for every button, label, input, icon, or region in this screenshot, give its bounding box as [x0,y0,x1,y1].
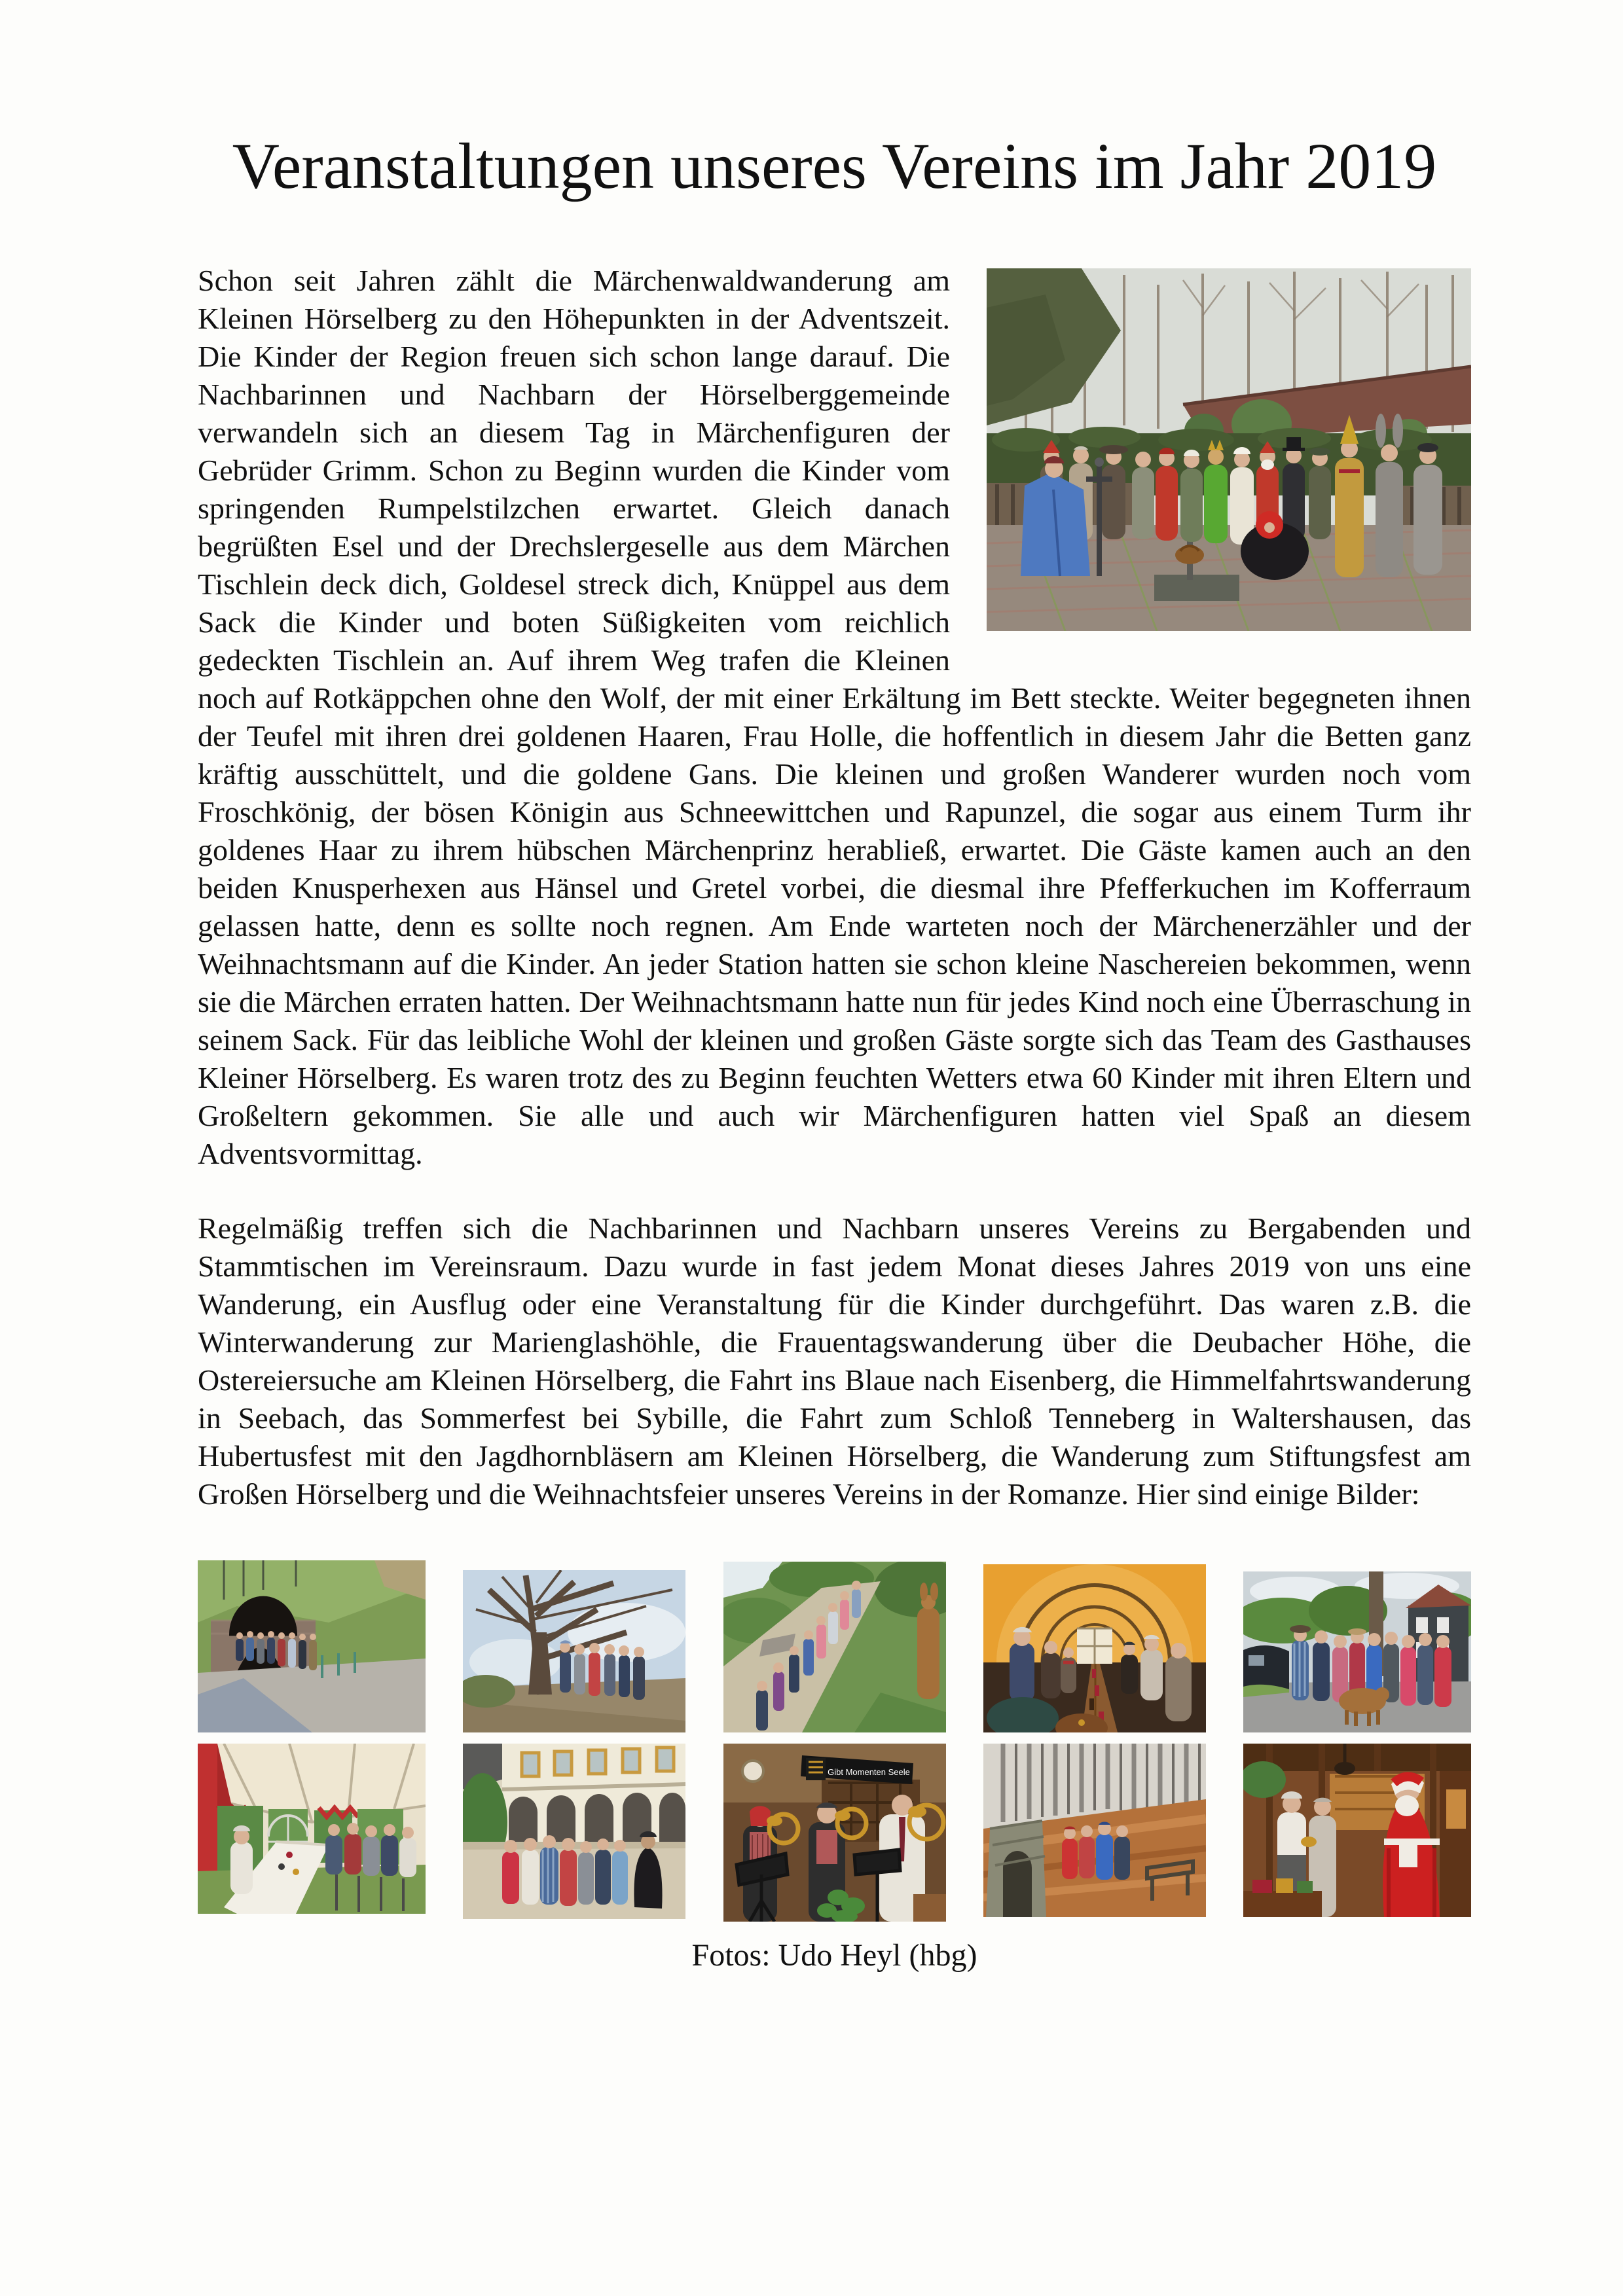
jagdhornblaeser-illustration [723,1744,946,1922]
paragraph-vereinsjahr-text: Regelmäßig treffen sich die Nachbarinnen und Nachbarn unseres Vereins zu Bergabenden und Stammtischen im Vereinsraum. Dazu wurde in fast jedem Monat dieses Jahres 2019 von uns eine Wanderung, ein Ausflug oder eine Veranstaltung für die Kinder durchgeführt. Das waren z.B. die Winterwanderung zur Marienglashöhle, die Frauentagswanderung über die Deubacher Höhe, die Ostereiersuche am Kleinen Hörselberg, die Fahrt ins Blaue nach Eisenberg, die Himmelfahrtswanderung in Seebach, das Sommerfest bei Sybille, die Fahrt zum Schloß Tenneberg in Waltershausen, das Hubertusfest mit den Jagdhornbläsern am Kleinen Hörselberg, die Wanderung zum Stiftungsfest am Großen Hörselberg und die Weihnachtsfeier unseres Vereins in der Romanze. Hier sind einige Bilder: [198,1211,1471,1511]
photo-wanderer-auf-pfad [723,1562,946,1732]
festzelt-tafel-illustration [198,1744,426,1914]
photo-gruppe-unter-baum [463,1570,685,1732]
photo-maerchenfiguren-gruppenfoto [987,268,1471,631]
photo-jagdhornblaeser [723,1744,946,1922]
photo-herbstwald-gruppe [983,1744,1206,1917]
paragraph-maerchenwaldwanderung-text: Schon seit Jahren zählt die Märchenwaldwanderung am Kleinen Hörselberg zu den Höhepunkten in der Adventszeit. Die Kinder der Region freuen sich schon lange darauf. Die Nachbarinnen und Nachbarn der Hörselberggemeinde verwandeln sich an diesem Tag in Märchenfiguren der Gebrüder Grimm. Schon zu Beginn wurden die Kinder vom springenden Rumpelstilzchen erwartet. Gleich danach begrüßten Esel und der Drechslergeselle aus dem Märchen Tischlein deck dich, Goldesel streck dich, Knüppel aus dem Sack die Kinder und boten Süßigkeiten vom reichlich gedeckten Tischlein an. Auf ihrem Weg trafen die Kleinen noch auf Rotkäppchen ohne den Wolf, der mit einer Erkältung im Bett steckte. Weiter begegneten ihnen der Teufel mit ihren drei goldenen Haaren, Frau Holle, die hoffentlich in diesem Jahr die Betten ganz kräftig ausschüttelt, und die goldene Gans. Die kleinen und großen Wanderer wurden noch vom Froschkönig, der bösen Königin aus Schneewittchen und Rapunzel, die sogar aus einem Turm ihr goldenes Haar zu ihrem hübschen Märchenprinz herabließ, erwartet. Die Gäste kamen auch an den beiden Knusperhexen aus Hänsel und Gretel vorbei, die diesmal ihre Pfefferkuchen im Kofferraum gelassen hatte, denn es sollte noch regnen. Am Ende warteten noch der Märchenerzähler und der Weihnachtsmann auf die Kinder. An jeder Station hatten sie schon kleine Naschereien bekommen, wenn sie die Märchen erraten hatten. Der Weihnachtsmann hatte nun für jedes Kind noch eine Überraschung in seinem Sack. Für das leibliche Wohl der kleinen und großen Gäste sorgte sich das Team des Gasthauses Kleiner Hörselberg. Es waren trotz des zu Beginn feuchten Wetters etwa 60 Kinder mit ihren Eltern und Großeltern gekommen. Sie alle und auch wir Märchenfiguren hatten viel Spaß an diesem Adventsvormittag. [198,264,1471,1170]
weihnachtsmann-bescherung-illustration [1243,1744,1471,1917]
photo-strassengruppe-mit-hund [1243,1571,1471,1732]
paragraph-maerchenwaldwanderung [198,262,1471,1173]
photo-credit: Fotos: Udo Heyl (hbg) [691,1938,977,1973]
paragraph-vereinsjahr [198,1210,1471,1513]
photo-planwagen-tafel [983,1564,1206,1732]
page-title: Veranstaltungen unseres Vereins im Jahr 2019 [232,130,1437,202]
gruppe-unter-baum-illustration [463,1570,685,1732]
photo-grid-row-1 [198,1560,1471,1732]
tunnel-gruppe-illustration [198,1560,426,1732]
strassengruppe-mit-hund-illustration [1243,1571,1471,1732]
photo-schlosshof-gruppe [463,1744,685,1919]
beer-sign-slogan: Gibt Momenten Seele [827,1767,910,1777]
schlosshof-gruppe-illustration [463,1744,685,1919]
planwagen-tafel-illustration [983,1564,1206,1732]
text-block [198,0,1471,1973]
maerchenfiguren-photo-illustration [987,268,1471,631]
photo-tunnel-gruppe [198,1560,426,1732]
photo-weihnachtsmann-bescherung [1243,1744,1471,1917]
wanderer-auf-pfad-illustration [723,1562,946,1732]
photo-festzelt-tafel [198,1744,426,1914]
photo-grid-row-2 [198,1744,1471,1920]
herbstwald-gruppe-illustration [983,1744,1206,1917]
